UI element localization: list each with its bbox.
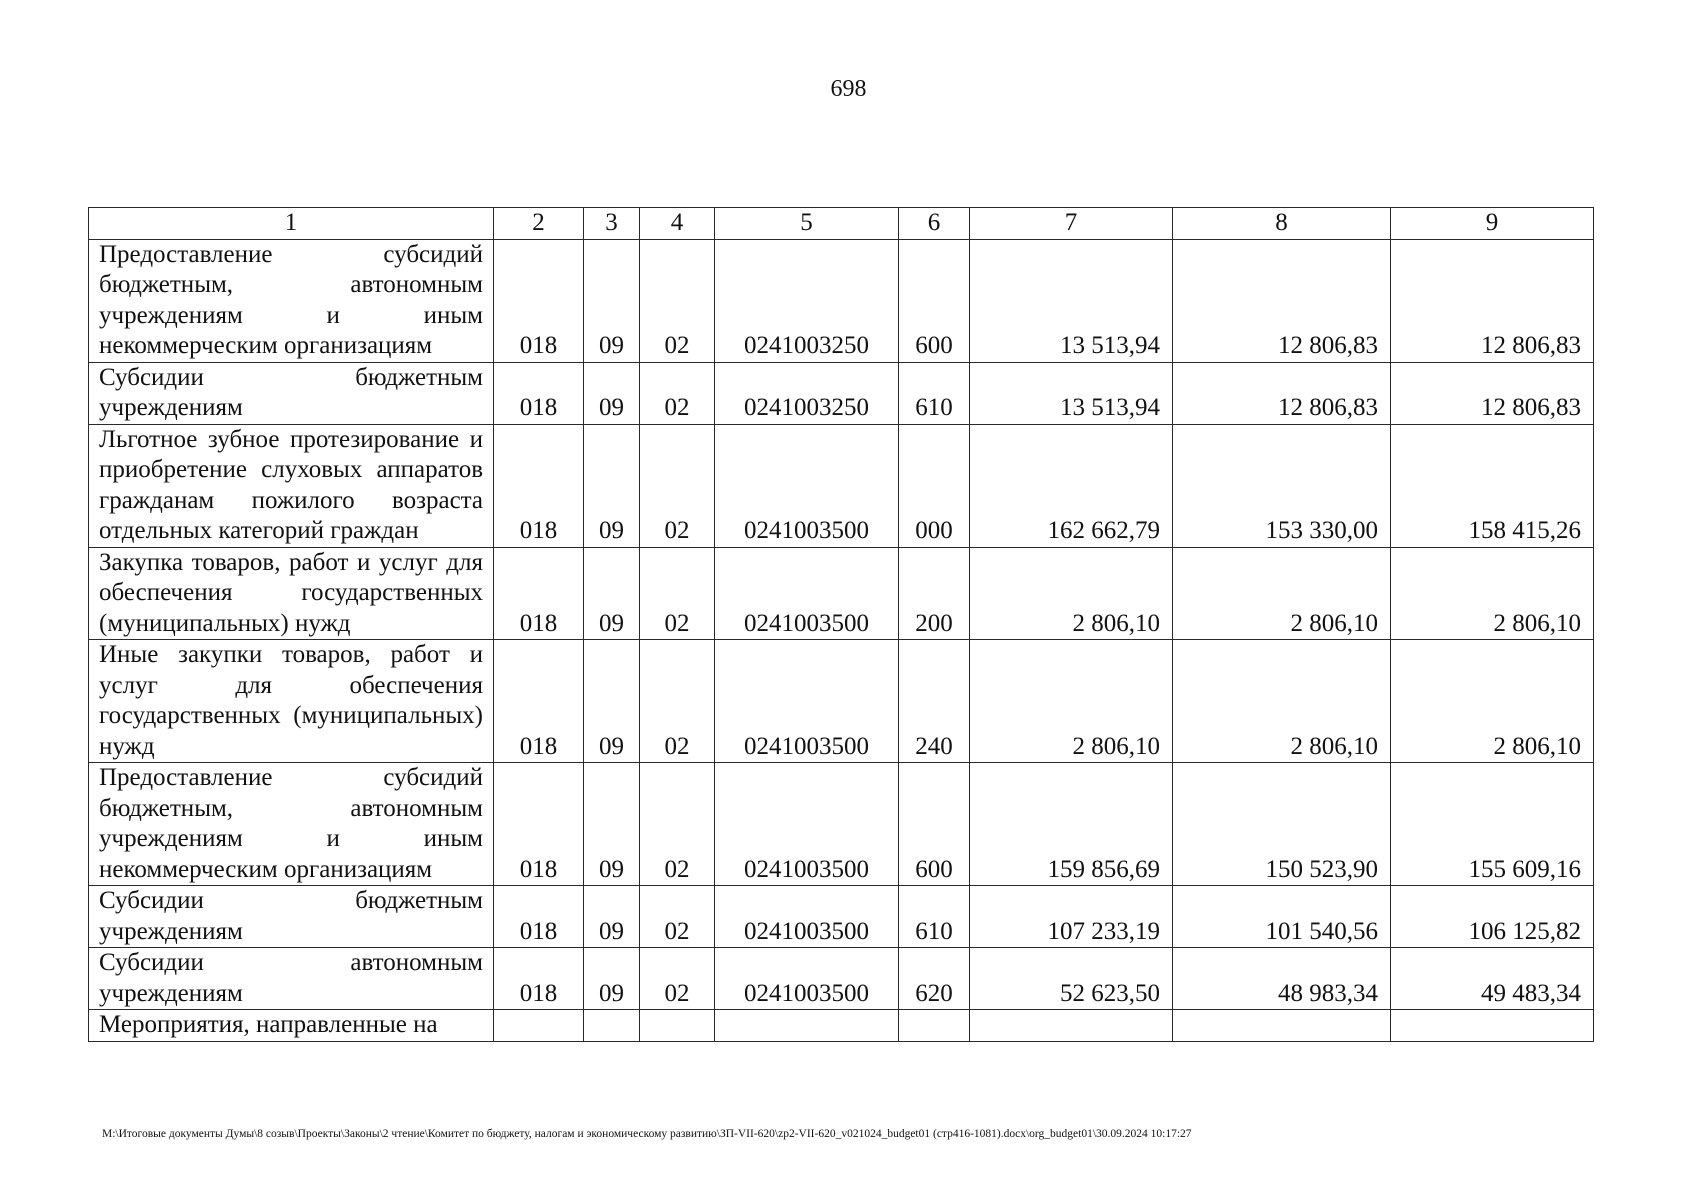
header-cell-2: 2 <box>494 208 584 240</box>
row-section-code-cell: 09 <box>584 239 640 362</box>
row-amount-col8-cell: 48 983,34 <box>1173 948 1391 1010</box>
row-amount-col8-cell: 12 806,83 <box>1173 239 1391 362</box>
row-subsection-code-cell: 02 <box>640 763 715 886</box>
row-subsection-code-cell: 02 <box>640 362 715 424</box>
row-description-cell: Предоставление субсидий бюджетным, автономным учреждениям и иным некоммерческим организациям <box>89 239 494 362</box>
row-subsection-code-cell: 02 <box>640 424 715 547</box>
row-description-cell: Предоставление субсидий бюджетным, автономным учреждениям и иным некоммерческим организациям <box>89 763 494 886</box>
table-row-partial <box>89 1010 1594 1042</box>
row-amount-col9-cell: 2 806,10 <box>1391 640 1594 763</box>
row-gr-code-cell: 018 <box>494 886 584 948</box>
header-cell-5: 5 <box>715 208 899 240</box>
row-target-article-cell: 0241003500 <box>715 763 899 886</box>
empty-cell <box>1391 1010 1594 1042</box>
row-amount-col9-cell: 12 806,83 <box>1391 362 1594 424</box>
row-gr-code-cell: 018 <box>494 362 584 424</box>
header-cell-7: 7 <box>970 208 1173 240</box>
table-row <box>89 640 1594 763</box>
row-amount-col8-cell: 2 806,10 <box>1173 640 1391 763</box>
row-expense-type-cell: 240 <box>899 640 970 763</box>
row-section-code-cell: 09 <box>584 547 640 640</box>
row-amount-col8-cell: 150 523,90 <box>1173 763 1391 886</box>
header-cell-4: 4 <box>640 208 715 240</box>
row-target-article-cell: 0241003500 <box>715 948 899 1010</box>
row-amount-col7-cell: 2 806,10 <box>970 640 1173 763</box>
empty-cell <box>1173 1010 1391 1042</box>
row-section-code-cell: 09 <box>584 362 640 424</box>
row-expense-type-cell: 620 <box>899 948 970 1010</box>
row-target-article-cell: 0241003500 <box>715 547 899 640</box>
row-amount-col7-cell: 107 233,19 <box>970 886 1173 948</box>
row-amount-col7-cell: 52 623,50 <box>970 948 1173 1010</box>
row-expense-type-cell: 600 <box>899 763 970 886</box>
row-target-article-cell: 0241003500 <box>715 886 899 948</box>
page-number: 698 <box>830 76 867 102</box>
row-amount-col8-cell: 12 806,83 <box>1173 362 1391 424</box>
table-header-row <box>89 208 1594 240</box>
row-subsection-code-cell: 02 <box>640 239 715 362</box>
row-amount-col9-cell: 106 125,82 <box>1391 886 1594 948</box>
row-gr-code-cell: 018 <box>494 640 584 763</box>
table-row <box>89 362 1594 424</box>
row-section-code-cell: 09 <box>584 763 640 886</box>
empty-cell <box>715 1010 899 1042</box>
header-cell-6: 6 <box>899 208 970 240</box>
row-description-cell: Субсидии бюджетным учреждениям <box>89 886 494 948</box>
header-cell-1: 1 <box>89 208 494 240</box>
row-amount-col7-cell: 2 806,10 <box>970 547 1173 640</box>
row-subsection-code-cell: 02 <box>640 948 715 1010</box>
row-amount-col9-cell: 49 483,34 <box>1391 948 1594 1010</box>
row-target-article-cell: 0241003250 <box>715 239 899 362</box>
empty-cell <box>970 1010 1173 1042</box>
row-target-article-cell: 0241003500 <box>715 424 899 547</box>
row-section-code-cell: 09 <box>584 886 640 948</box>
row-amount-col7-cell: 159 856,69 <box>970 763 1173 886</box>
table-row <box>89 886 1594 948</box>
row-section-code-cell: 09 <box>584 948 640 1010</box>
empty-cell <box>640 1010 715 1042</box>
budget-table <box>88 207 1594 1042</box>
table-row <box>89 948 1594 1010</box>
row-amount-col9-cell: 155 609,16 <box>1391 763 1594 886</box>
row-description-cell: Льготное зубное протезирование и приобретение слуховых аппаратов гражданам пожилого возраста отдельных категорий граждан <box>89 424 494 547</box>
header-cell-8: 8 <box>1173 208 1391 240</box>
row-expense-type-cell: 000 <box>899 424 970 547</box>
row-description-cell: Иные закупки товаров, работ и услуг для обеспечения государственных (муниципальных) нужд <box>89 640 494 763</box>
row-amount-col9-cell: 158 415,26 <box>1391 424 1594 547</box>
table-row <box>89 763 1594 886</box>
header-cell-9: 9 <box>1391 208 1594 240</box>
row-amount-col8-cell: 153 330,00 <box>1173 424 1391 547</box>
footer-file-path: M:\Итоговые документы Думы\8 созыв\Проекты\Законы\2 чтение\Комитет по бюджету, налогам и экономическому развитию\ЗП-VII-620\zp2-VII-620_v021024_budget01 (стр416-1081).docx\org_budget01\30.09.2024 10:17:27 <box>102 1128 1192 1140</box>
row-amount-col9-cell: 12 806,83 <box>1391 239 1594 362</box>
row-amount-col7-cell: 162 662,79 <box>970 424 1173 547</box>
row-gr-code-cell: 018 <box>494 239 584 362</box>
row-section-code-cell: 09 <box>584 640 640 763</box>
row-gr-code-cell: 018 <box>494 763 584 886</box>
row-amount-col8-cell: 101 540,56 <box>1173 886 1391 948</box>
row-target-article-cell: 0241003500 <box>715 640 899 763</box>
row-amount-col8-cell: 2 806,10 <box>1173 547 1391 640</box>
row-expense-type-cell: 610 <box>899 362 970 424</box>
row-gr-code-cell: 018 <box>494 547 584 640</box>
empty-cell <box>899 1010 970 1042</box>
table-row <box>89 239 1594 362</box>
row-description-cell: Закупка товаров, работ и услуг для обеспечения государственных (муниципальных) нужд <box>89 547 494 640</box>
row-subsection-code-cell: 02 <box>640 640 715 763</box>
header-cell-3: 3 <box>584 208 640 240</box>
row-target-article-cell: 0241003250 <box>715 362 899 424</box>
row-amount-col9-cell: 2 806,10 <box>1391 547 1594 640</box>
empty-cell <box>584 1010 640 1042</box>
row-description-cell: Субсидии автономным учреждениям <box>89 948 494 1010</box>
table-body <box>89 208 1594 1042</box>
row-subsection-code-cell: 02 <box>640 547 715 640</box>
row-gr-code-cell: 018 <box>494 424 584 547</box>
row-expense-type-cell: 610 <box>899 886 970 948</box>
row-expense-type-cell: 600 <box>899 239 970 362</box>
table-row <box>89 547 1594 640</box>
row-subsection-code-cell: 02 <box>640 886 715 948</box>
table-row <box>89 424 1594 547</box>
row-section-code-cell: 09 <box>584 424 640 547</box>
row-description-cell: Субсидии бюджетным учреждениям <box>89 362 494 424</box>
empty-cell <box>494 1010 584 1042</box>
row-description-cell: Мероприятия, направленные на <box>89 1010 494 1042</box>
row-gr-code-cell: 018 <box>494 948 584 1010</box>
row-amount-col7-cell: 13 513,94 <box>970 239 1173 362</box>
row-amount-col7-cell: 13 513,94 <box>970 362 1173 424</box>
row-expense-type-cell: 200 <box>899 547 970 640</box>
